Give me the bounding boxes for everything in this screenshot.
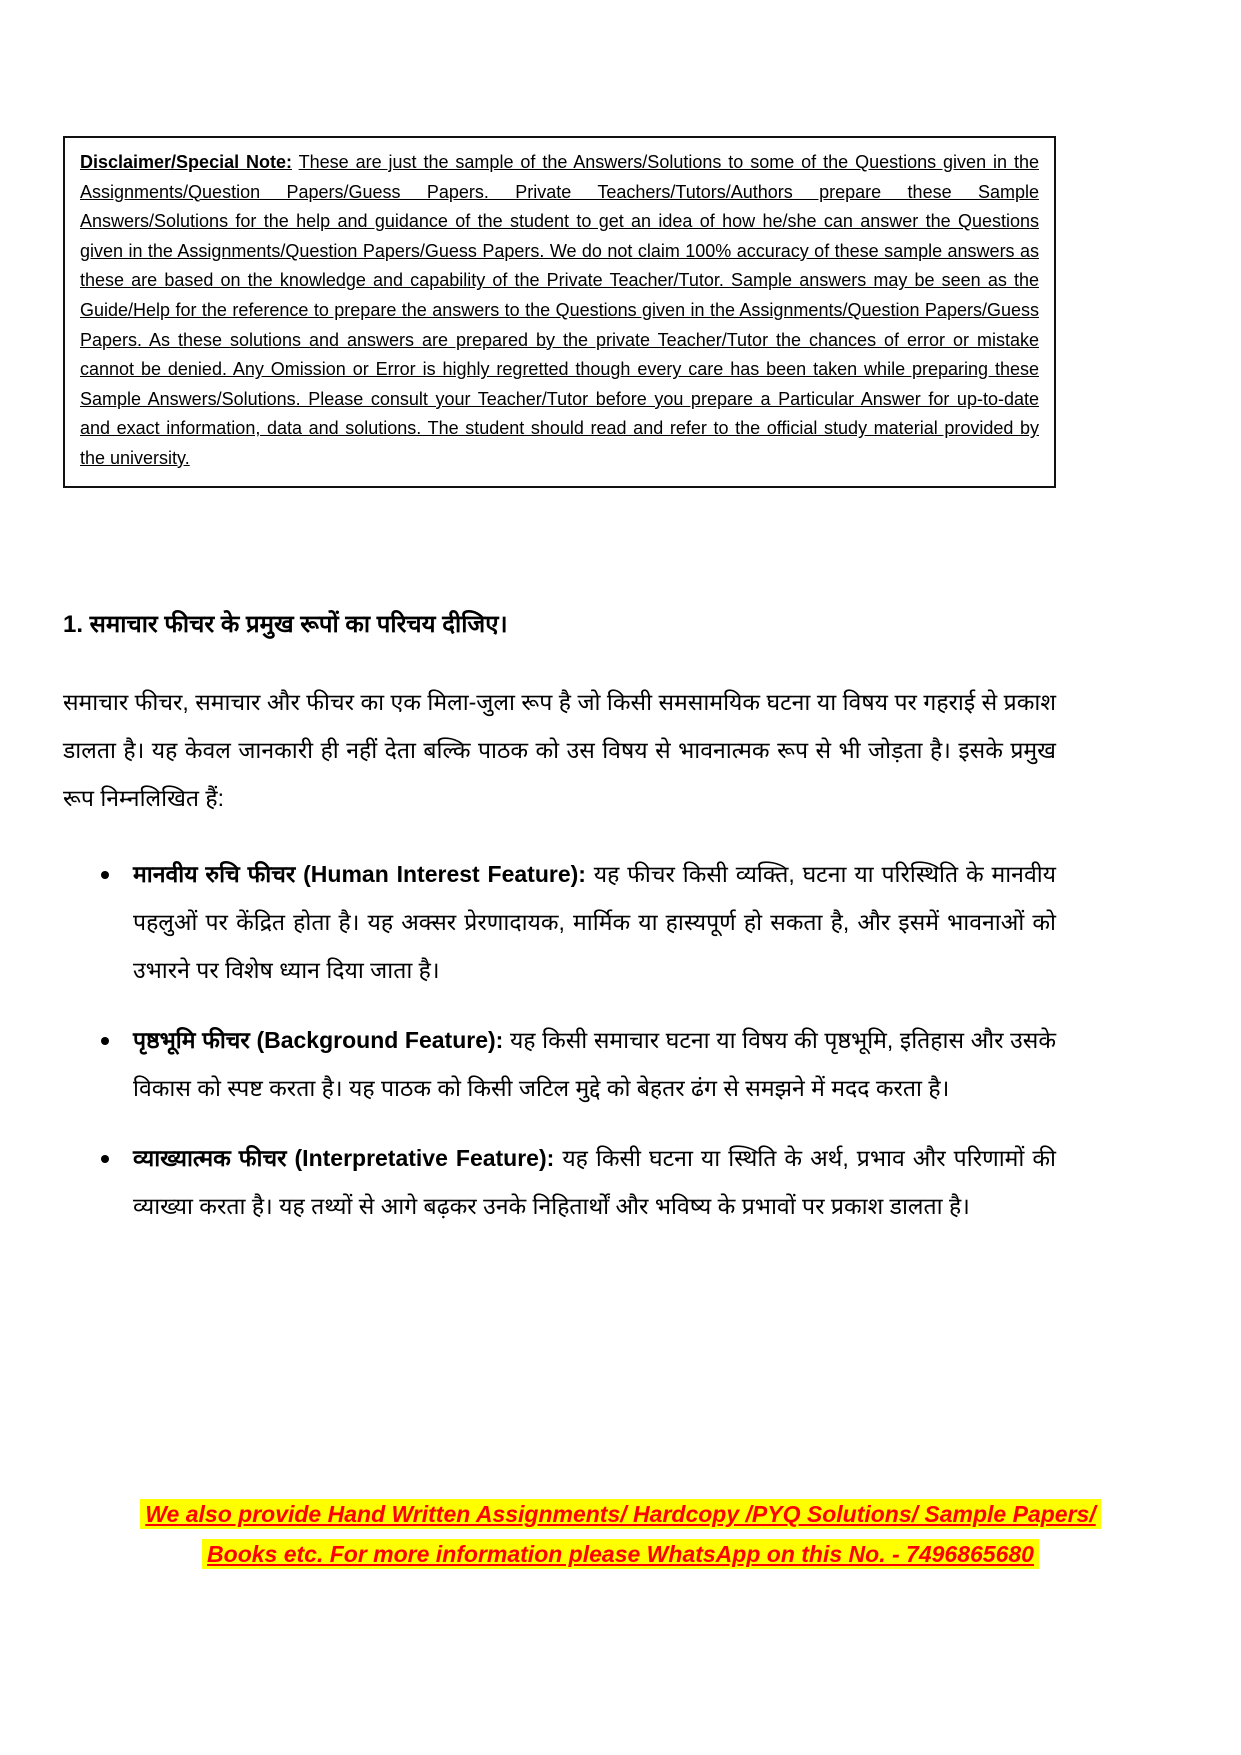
question-heading: 1. समाचार फीचर के प्रमुख रूपों का परिचय दीजिए।	[63, 611, 508, 638]
promo-footer	[0, 1494, 1241, 1574]
list-item-human-interest-feature	[63, 850, 1056, 994]
disclaimer-text	[80, 148, 1039, 474]
promo-footer-line1	[0, 1494, 1241, 1534]
feature-description: यह किसी समाचार घटना या विषय की पृष्ठभूमि, इतिहास और उसके विकास को स्पष्ट करता है। यह पाठक को किसी जटिल मुद्दे को बेहतर ढंग से समझने में मदद करता है।	[133, 1027, 1056, 1101]
disclaimer-body: These are just the sample of the Answers/Solutions to some of the Questions given in the Assignments/Question Papers/Guess Papers. Private Teachers/Tutors/Authors prepare these Sample Answers/Solutions for the help and guidance of the student to get an idea of how he/she can answer the Questions given in the Assignments/Question Papers/Guess Papers. We do not claim 100% accuracy of these sample answers as these are based on the knowledge and capability of the Private Teacher/Tutor. Sample answers may be seen as the Guide/Help for the reference to prepare the answers to the Questions given in the Assignments/Question Papers/Guess Papers. As these solutions and answers are prepared by the private Teacher/Tutor the chances of error or mistake cannot be denied. Any Omission or Error is highly regretted though every care has been taken while preparing these Sample Answers/Solutions. Please consult your Teacher/Tutor before you prepare a Particular Answer for up-to-date and exact information, data and solutions. The student should read and refer to the official study material provided by the university.	[80, 152, 1039, 468]
feature-description: यह फीचर किसी व्यक्ति, घटना या परिस्थिति के मानवीय पहलुओं पर केंद्रित होता है। यह अक्सर प्रेरणादायक, मार्मिक या हास्यपूर्ण हो सकता है, और इसमें भावनाओं को उभारने पर विशेष ध्यान दिया जाता है।	[133, 861, 1057, 983]
feature-term-english: (Interpretative Feature):	[294, 1145, 555, 1171]
feature-term-hindi: पृष्ठभूमि फीचर	[133, 1027, 250, 1053]
promo-footer-line2-text: Books etc. For more information please WhatsApp on this No. - 7496865680	[202, 1539, 1039, 1569]
feature-term-english: (Background Feature):	[256, 1027, 504, 1053]
feature-term-english: (Human Interest Feature):	[303, 861, 586, 887]
bullet-icon	[101, 871, 109, 879]
feature-term-hindi: मानवीय रुचि फीचर	[133, 861, 296, 887]
disclaimer-box	[63, 136, 1056, 488]
feature-term-hindi: व्याख्यात्मक फीचर	[133, 1145, 287, 1171]
list-item-background-feature	[63, 1016, 1056, 1112]
question-intro: समाचार फीचर, समाचार और फीचर का एक मिला-जुला रूप है जो किसी समसामयिक घटना या विषय पर गहराई से प्रकाश डालता है। यह केवल जानकारी ही नहीं देता बल्कि पाठक को उस विषय से भावनात्मक रूप से भी जोड़ता है। इसके प्रमुख रूप निम्नलिखित हैं:	[63, 689, 1056, 811]
bullet-icon	[101, 1037, 109, 1045]
answer-section	[63, 600, 1056, 1252]
promo-footer-line2	[0, 1534, 1241, 1574]
promo-footer-line1-text: We also provide Hand Written Assignments/ Hardcopy /PYQ Solutions/ Sample Papers/	[140, 1499, 1100, 1529]
bullet-icon	[101, 1155, 109, 1163]
disclaimer-label: Disclaimer/Special Note:	[80, 152, 293, 172]
feature-description: यह किसी घटना या स्थिति के अर्थ, प्रभाव और परिणामों की व्याख्या करता है। यह तथ्यों से आगे बढ़कर उनके निहितार्थों और भविष्य के प्रभावों पर प्रकाश डालता है।	[133, 1145, 1057, 1219]
list-item-interpretative-feature	[63, 1134, 1056, 1230]
feature-list	[63, 850, 1056, 1230]
